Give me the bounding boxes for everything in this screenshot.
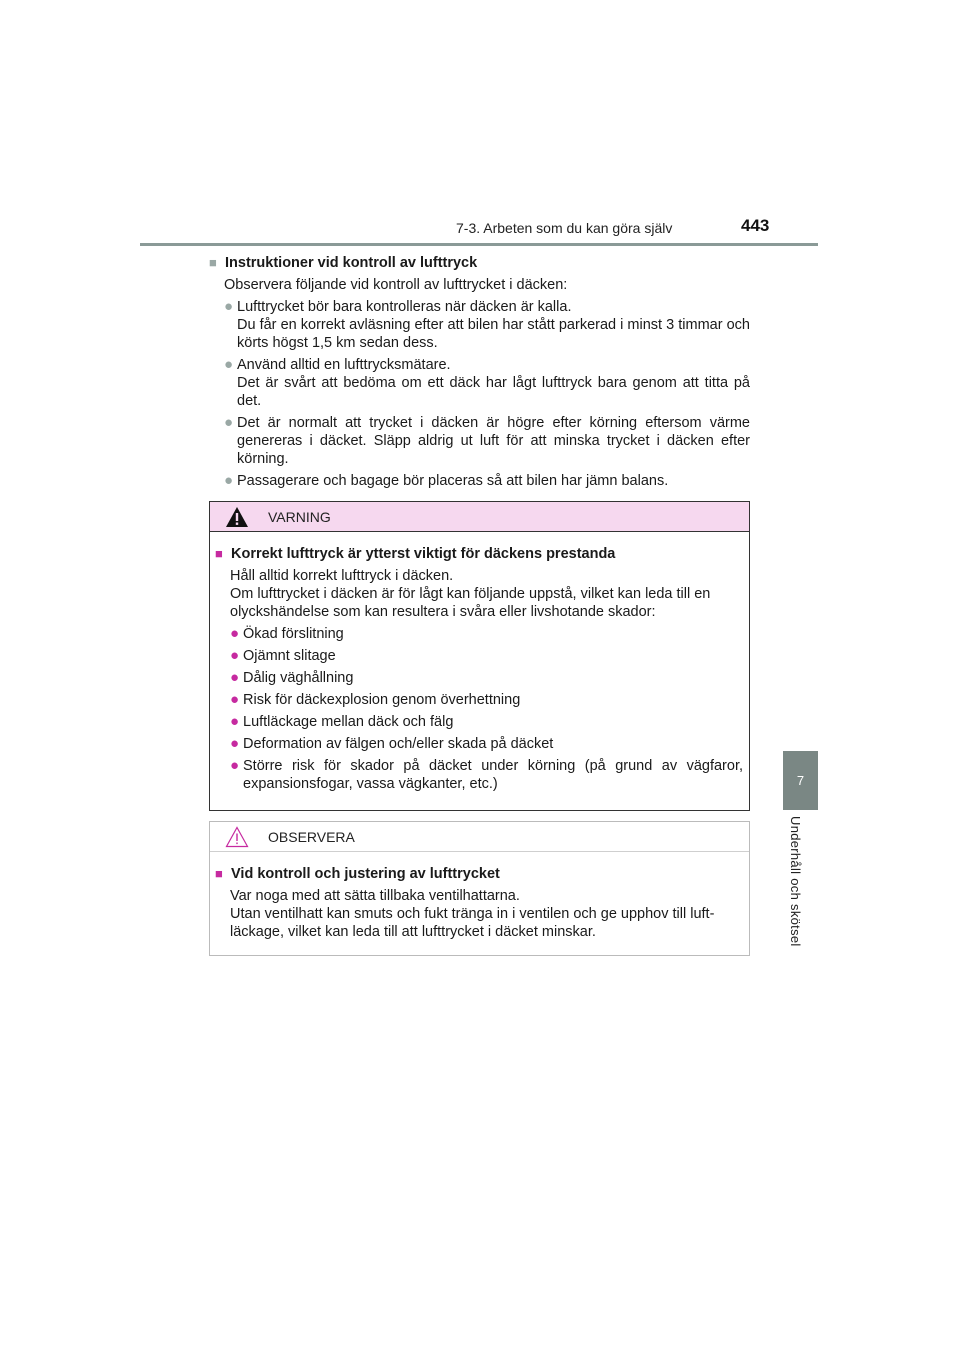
square-bullet-icon: ■ xyxy=(215,546,223,561)
chapter-tab[interactable] xyxy=(783,751,818,810)
header-rule xyxy=(140,243,818,246)
notice-line: Utan ventilhatt kan smuts och fukt tränga in i ventilen och ge upphov till luft-läckage, vilket kan leda till att lufttrycket i däcket minskar. xyxy=(230,906,715,940)
circle-bullet-icon: ● xyxy=(230,735,240,752)
list-item xyxy=(230,669,743,687)
notice-text xyxy=(230,887,743,941)
circle-bullet-icon: ● xyxy=(230,757,240,774)
header-section-title: 7-3. Arbeten som du kan göra själv xyxy=(456,220,673,236)
list-item-text: Deformation av fälgen och/eller skada på däcket xyxy=(243,736,554,752)
circle-bullet-icon: ● xyxy=(230,669,240,686)
section-intro: Observera följande vid kontroll av lufttrycket i däcken: xyxy=(224,277,568,293)
list-item xyxy=(224,356,750,410)
section-heading-text: Instruktioner vid kontroll av lufttryck xyxy=(225,255,478,271)
caution-triangle-icon xyxy=(225,826,249,848)
circle-bullet-icon: ● xyxy=(230,713,240,730)
list-item xyxy=(224,298,750,352)
warning-bullet-list xyxy=(215,625,743,793)
list-item-text: Luftläckage mellan däck och fälg xyxy=(243,714,454,730)
notice-heading xyxy=(215,865,743,883)
list-item xyxy=(230,625,743,643)
warning-heading xyxy=(215,545,743,563)
circle-bullet-icon: ● xyxy=(224,298,234,315)
warning-box xyxy=(209,501,750,811)
list-item-text: Passagerare och bagage bör placeras så att bilen har jämn balans. xyxy=(237,473,669,489)
warning-heading-text: Korrekt lufttryck är ytterst viktigt för däckens prestanda xyxy=(231,546,616,562)
list-item xyxy=(230,757,743,793)
list-item xyxy=(230,691,743,709)
list-item-text: Dålig väghållning xyxy=(243,670,354,686)
notice-box xyxy=(209,821,750,956)
circle-bullet-icon: ● xyxy=(230,625,240,642)
list-item-text: Det är svårt att bedöma om ett däck har lågt lufttryck bara genom att titta på det. xyxy=(237,375,750,409)
section-heading xyxy=(209,254,750,272)
warning-label: VARNING xyxy=(268,508,331,525)
notice-header xyxy=(210,822,749,852)
notice-line: Var noga med att sätta tillbaka ventilhattarna. xyxy=(230,888,520,904)
list-item-text: Risk för däckexplosion genom överhettning xyxy=(243,692,521,708)
list-item xyxy=(230,713,743,731)
warning-header xyxy=(210,502,749,532)
circle-bullet-icon: ● xyxy=(224,356,234,373)
circle-bullet-icon: ● xyxy=(230,691,240,708)
square-bullet-icon: ■ xyxy=(209,255,217,270)
list-item-text: Lufttrycket bör bara kontrolleras när däcken är kalla. xyxy=(237,299,572,315)
circle-bullet-icon: ● xyxy=(230,647,240,664)
list-item-text: Ojämnt slitage xyxy=(243,648,336,664)
warning-intro xyxy=(230,567,743,621)
list-item xyxy=(224,414,750,468)
notice-heading-text: Vid kontroll och justering av lufttrycket xyxy=(231,866,500,882)
warning-intro-line: Håll alltid korrekt lufttryck i däcken. xyxy=(230,568,454,584)
page-number: 443 xyxy=(741,216,770,235)
chapter-title: Underhåll och skötsel xyxy=(788,816,803,947)
square-bullet-icon: ■ xyxy=(215,866,223,881)
notice-body xyxy=(210,852,749,941)
content-section xyxy=(209,254,750,494)
chapter-number: 7 xyxy=(796,773,805,788)
list-item-text: Större risk för skador på däcket under körning (på grund av vägfaror, expansionsfogar, vassa vägkanter, etc.) xyxy=(243,758,743,792)
notice-label: OBSERVERA xyxy=(268,828,355,845)
circle-bullet-icon: ● xyxy=(224,414,234,431)
list-item-text: Ökad förslitning xyxy=(243,626,344,642)
section-bullet-list xyxy=(209,298,750,490)
circle-bullet-icon: ● xyxy=(224,472,234,489)
warning-triangle-icon xyxy=(225,506,249,528)
list-item-text: Du får en korrekt avläsning efter att bilen har stått parkerad i minst 3 timmar och körts högst 1,5 km sedan dess. xyxy=(237,317,750,351)
list-item xyxy=(230,735,743,753)
list-item xyxy=(224,472,750,490)
warning-body xyxy=(210,532,749,793)
warning-intro-line: Om lufttrycket i däcken är för lågt kan följande uppstå, vilket kan leda till en olyckshändelse som kan resultera i svåra eller livshotande skador: xyxy=(230,586,711,620)
list-item-text: Det är normalt att trycket i däcken är högre efter körning eftersom värme genereras i däcket. Släpp aldrig ut luft för att minska trycket i däcken efter körning. xyxy=(237,415,750,467)
list-item xyxy=(230,647,743,665)
list-item-text: Använd alltid en lufttrycksmätare. xyxy=(237,357,451,373)
